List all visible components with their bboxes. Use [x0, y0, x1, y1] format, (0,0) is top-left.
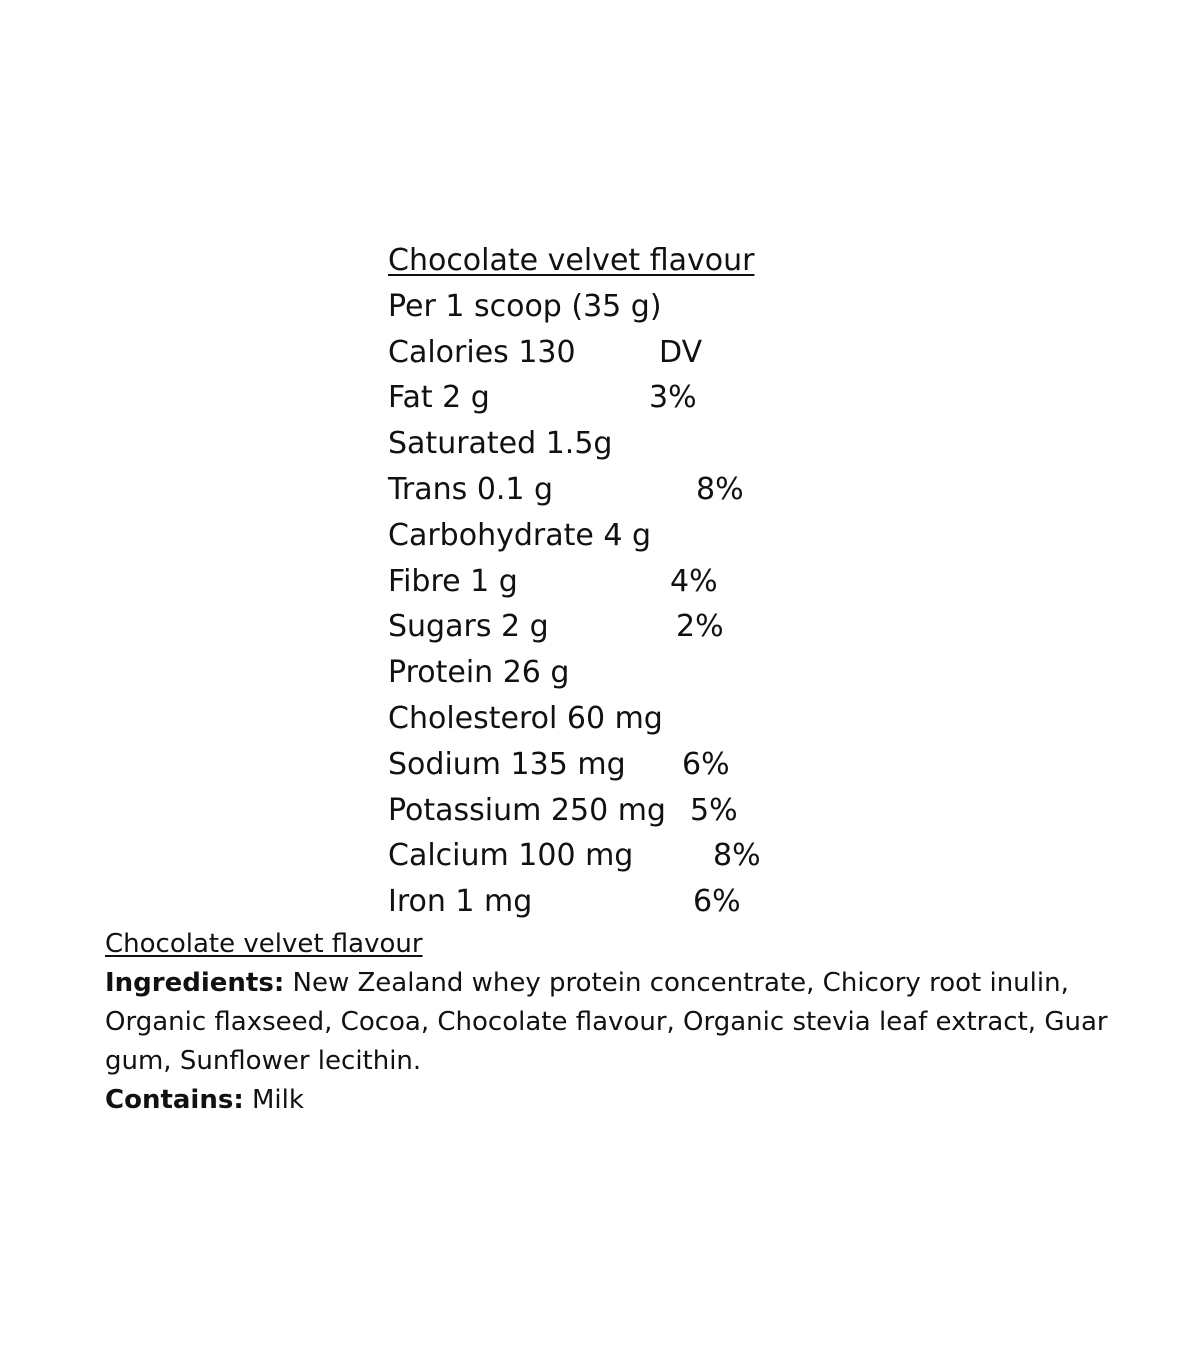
contains-line: [105, 1081, 1115, 1120]
nutrient-label: Calories 130: [388, 334, 576, 370]
nutrient-row-saturated: [388, 421, 908, 467]
nutrient-dv: 3%: [649, 380, 697, 416]
nutrition-facts: [388, 238, 908, 925]
facts-title: Chocolate velvet flavour: [388, 243, 755, 278]
ingredients-label: Ingredients:: [105, 968, 285, 998]
nutrient-label: Sodium 135 mg: [388, 746, 626, 782]
nutrient-row-calories: [388, 330, 908, 376]
ingredients-title: Chocolate velvet flavour: [105, 929, 423, 959]
nutrient-row-carbohydrate: [388, 513, 908, 559]
nutrient-label: Fat 2 g: [388, 380, 490, 416]
nutrient-label: Saturated 1.5g: [388, 426, 613, 462]
nutrient-label: Sugars 2 g: [388, 609, 549, 645]
nutrient-label: Carbohydrate 4 g: [388, 517, 652, 553]
ingredients-paragraph: [105, 964, 1115, 1081]
serving-size: Per 1 scoop (35 g): [388, 288, 662, 324]
contains-text: Milk: [243, 1085, 304, 1115]
nutrient-row-protein: [388, 650, 908, 696]
nutrient-row-fat: [388, 375, 908, 421]
nutrient-label: Trans 0.1 g: [388, 471, 554, 507]
nutrient-label: Cholesterol 60 mg: [388, 700, 663, 736]
nutrient-dv: 5%: [690, 792, 738, 828]
nutrient-label: Iron 1 mg: [388, 884, 533, 920]
nutrient-row-sodium: [388, 742, 908, 788]
contains-label: Contains:: [105, 1085, 244, 1115]
nutrient-dv: 8%: [696, 471, 744, 507]
ingredients-section: [105, 925, 1115, 1120]
nutrient-row-fibre: [388, 559, 908, 605]
nutrient-row-calcium: [388, 833, 908, 879]
nutrient-dv: 8%: [713, 838, 761, 874]
nutrient-row-sugars: [388, 604, 908, 650]
nutrient-dv: 6%: [693, 884, 741, 920]
nutrient-dv: 4%: [670, 563, 718, 599]
nutrient-label: Calcium 100 mg: [388, 838, 634, 874]
nutrient-row-potassium: [388, 788, 908, 834]
nutrient-label: Potassium 250 mg: [388, 792, 666, 828]
nutrient-label: Fibre 1 g: [388, 563, 518, 599]
nutrient-label: Protein 26 g: [388, 655, 570, 691]
ingredients-text: New Zealand whey protein concentrate, Chicory root inulin, Organic flaxseed, Cocoa, Chocolate flavour, Organic stevia leaf extract, Guar gum, Sunflower lecithin.: [105, 968, 1108, 1076]
nutrient-dv: 2%: [676, 609, 724, 645]
nutrient-row-iron: [388, 879, 908, 925]
nutrient-dv: 6%: [682, 746, 730, 782]
dv-header: DV: [659, 334, 703, 370]
nutrient-row-trans: [388, 467, 908, 513]
nutrient-row-cholesterol: [388, 696, 908, 742]
